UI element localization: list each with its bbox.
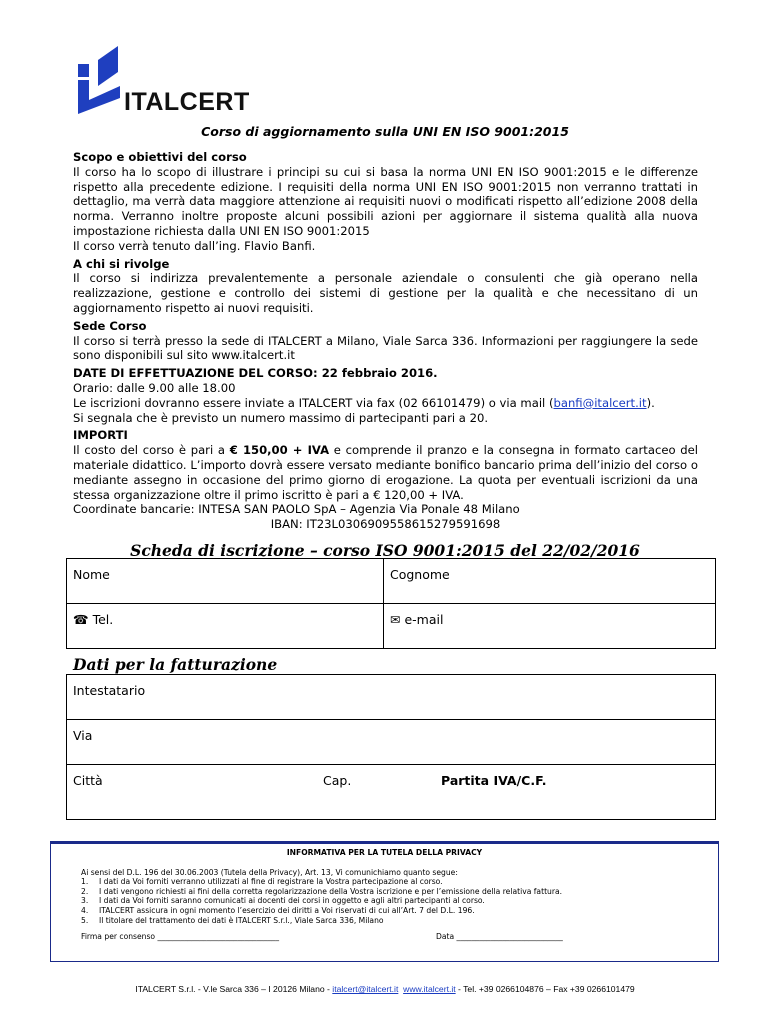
importi-heading: IMPORTI	[73, 428, 128, 443]
privacy-item-number: 1.	[81, 877, 89, 887]
logo-text: ITALCERT	[124, 88, 250, 116]
form-title: Scheda di iscrizione – corso ISO 9001:2015 del 22/02/2016	[130, 541, 640, 560]
orario-text: Orario: dalle 9.00 alle 18.00	[73, 380, 236, 395]
privacy-item-number: 4.	[81, 905, 89, 915]
coordinate-bancarie: Coordinate bancarie: INTESA SAN PAOLO SpA – Agenzia Via Ponale 48 Milano	[73, 502, 520, 517]
privacy-list	[81, 877, 688, 925]
rivolge-text: Il corso si indirizza prevalentemente a personale aziendale o consulenti che già operano nella realizzazione, gestione e controllo dei sistemi di gestione per la qualità e che necessitano di un aggiornamento rispetto ai nuovi requisiti.	[73, 271, 698, 315]
privacy-item	[81, 887, 688, 897]
registration-form	[66, 558, 716, 649]
course-title: Corso di aggiornamento sulla UNI EN ISO 9001:2015	[201, 124, 569, 139]
piva-label: Partita IVA/C.F.	[441, 773, 547, 788]
rivolge-heading: A chi si rivolge	[73, 256, 170, 271]
privacy-item-text: ITALCERT assicura in ogni momento l’esercizio dei diritti a Voi riservati di cui all’Art. 7 del D.L. 196.	[99, 905, 475, 915]
footer-email-link[interactable]: italcert@italcert.it	[332, 984, 399, 994]
privacy-item-text: I dati da Voi forniti verranno utilizzati al fine di registrare la Vostra partecipazione al corso.	[99, 877, 443, 887]
email-label: e-mail	[404, 612, 444, 627]
via-field[interactable]	[67, 720, 716, 765]
signature-field[interactable]: Firma per consenso ________________________________	[81, 932, 279, 942]
iscrizioni-post: ).	[646, 395, 655, 410]
iscrizioni-pre: Le iscrizioni dovranno essere inviate a ITALCERT via fax (02 66101479) o via mail (	[73, 395, 554, 410]
importi-pre: Il costo del corso è pari a	[73, 443, 230, 458]
privacy-item-number: 2.	[81, 886, 89, 896]
email-field[interactable]	[384, 604, 716, 649]
importi-post: e comprende il pranzo e la consegna in formato cartaceo del materiale didattico. L’importo dovrà essere versato mediante bonifico bancario prima dell’inizio del corso o mediante assegno in occasione del primo giorno di erogazione. La quota per eventuali iscrizioni da una stessa organizzazione oltre il primo iscritto è pari a € 120,00 + IVA.	[73, 443, 698, 502]
privacy-item-text: I dati vengono richiesti ai fini della corretta regolarizzazione della Vostra iscrizione e per l’emissione della relativa fattura.	[99, 886, 563, 896]
privacy-item	[81, 877, 688, 887]
privacy-item	[81, 906, 688, 916]
tel-label: Tel.	[92, 612, 114, 627]
footer-contacts: - Tel. +39 0266104876 – Fax +39 0266101479	[455, 984, 635, 994]
cap-label: Cap.	[323, 773, 352, 788]
scopo-heading: Scopo e obiettivi del corso	[73, 150, 247, 164]
privacy-item-text: I dati da Voi forniti saranno comunicati ai docenti dei corsi in oggetto e agli altri partecipanti al corso.	[99, 896, 485, 906]
footer-web-link[interactable]: www.italcert.it	[403, 984, 456, 994]
date-field[interactable]: Data ____________________________	[436, 932, 563, 942]
privacy-item	[81, 916, 688, 926]
privacy-notice	[50, 841, 719, 962]
privacy-intro: Ai sensi del D.L. 196 del 30.06.2003 (Tutela della Privacy), Art. 13, Vi comunichiamo quanto segue:	[81, 867, 458, 877]
nome-label: Nome	[73, 567, 110, 582]
contact-email-link[interactable]: banfi@italcert.it	[553, 395, 647, 410]
phone-icon: ☎	[73, 612, 89, 627]
privacy-item	[81, 896, 688, 906]
via-label: Via	[73, 728, 93, 743]
citta-cap-piva-field[interactable]	[67, 765, 716, 820]
sede-text: Il corso si terrà presso la sede di ITALCERT a Milano, Viale Sarca 336. Informazioni per raggiungere la sede sono disponibili sul sito www.italcert.it	[73, 333, 698, 363]
email-icon: ✉	[390, 612, 401, 627]
iscrizioni-text	[73, 396, 698, 411]
nome-field[interactable]	[67, 559, 384, 604]
cognome-field[interactable]	[384, 559, 716, 604]
privacy-item-number: 5.	[81, 915, 89, 925]
citta-label: Città	[73, 773, 103, 788]
date-heading: DATE DI EFFETTUAZIONE DEL CORSO: 22 febbraio 2016.	[73, 366, 438, 381]
tel-field[interactable]	[67, 604, 384, 649]
billing-title: Dati per la fatturazione	[73, 655, 278, 674]
price: € 150,00 + IVA	[229, 443, 330, 458]
intestatario-label: Intestatario	[73, 683, 146, 698]
italcert-logo	[74, 42, 274, 122]
massimo-text: Si segnala che è previsto un numero massimo di partecipanti pari a 20.	[73, 410, 489, 425]
privacy-item-number: 3.	[81, 896, 89, 906]
iban: IBAN: IT23L0306909558615279591698	[270, 517, 501, 532]
docente-text: Il corso verrà tenuto dall’ing. Flavio Banfi.	[73, 238, 316, 253]
footer-address: ITALCERT S.r.l. - V.le Sarca 336 – I 20126 Milano -	[135, 984, 333, 994]
billing-form	[66, 674, 716, 820]
course-description	[73, 150, 698, 532]
intestatario-field[interactable]	[67, 675, 716, 720]
cognome-label: Cognome	[390, 567, 450, 582]
privacy-title: INFORMATIVA PER LA TUTELA DELLA PRIVACY	[286, 848, 483, 857]
signature-row	[81, 932, 688, 942]
sede-heading: Sede Corso	[73, 318, 147, 333]
importi-text	[73, 443, 698, 502]
privacy-item-text: Il titolare del trattamento dei dati è ITALCERT S.r.l., Viale Sarca 336, Milano	[99, 915, 384, 925]
footer	[0, 984, 770, 994]
scopo-text: Il corso ha lo scopo di illustrare i principi su cui si basa la norma UNI EN ISO 9001:2015 e le differenze rispetto alla precedente edizione. I requisiti della norma UNI EN ISO 9001:2015 non verranno trattati in dettaglio, ma verrà data maggiore attenzione ai requisiti nuovi o modificati rispetto all’edizione 2008 della norma. Verranno inoltre proposte alcuni possibili azioni per aggiornare il sistema qualità alla nuova impostazione richiesta dalla UNI EN ISO 9001:2015	[73, 164, 698, 238]
